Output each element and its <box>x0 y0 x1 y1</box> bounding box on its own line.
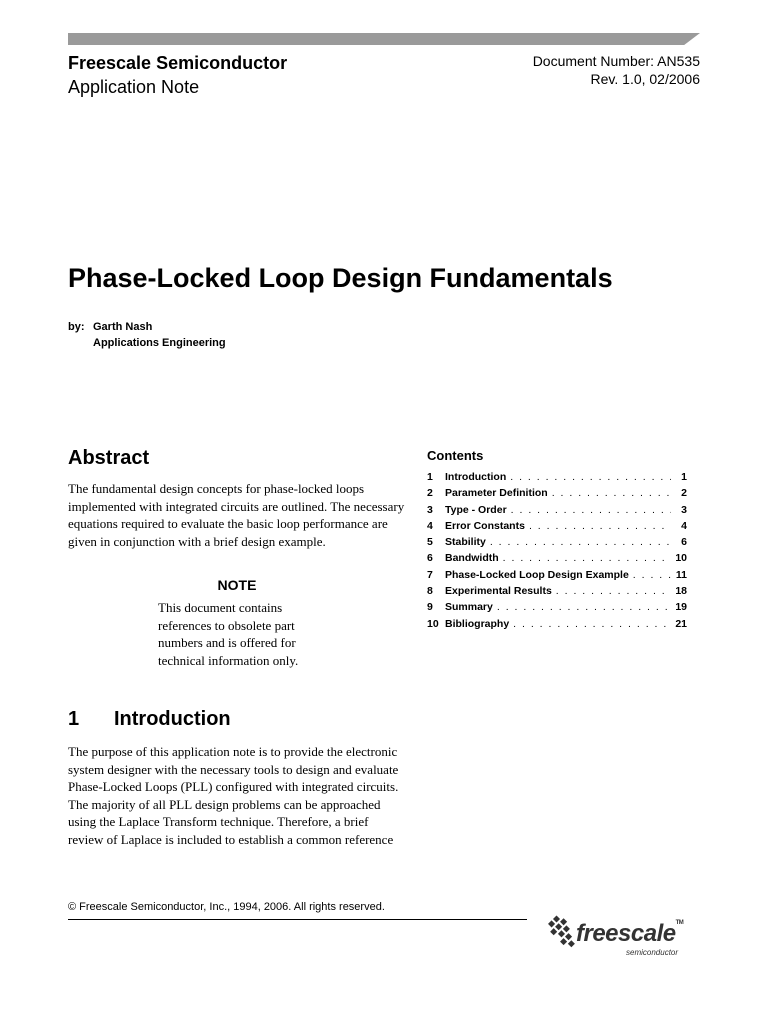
toc-item-title: Phase-Locked Loop Design Example <box>445 568 629 581</box>
freescale-tagline: semiconductor <box>626 948 679 957</box>
abstract-heading: Abstract <box>68 447 150 469</box>
company-name: Freescale Semiconductor <box>68 53 288 73</box>
toc-item-number: 7 <box>427 568 433 581</box>
intro-title: Introduction <box>114 708 231 730</box>
toc-item-title: Summary <box>445 601 493 614</box>
toc-item-number: 2 <box>427 487 433 500</box>
toc-item-page: 11 <box>675 568 687 581</box>
document-revision: Rev. 1.0, 02/2006 <box>590 71 700 87</box>
toc-leader <box>556 583 671 599</box>
toc-item-title: Error Constants <box>445 519 525 532</box>
toc-leader <box>511 502 671 518</box>
note-heading: NOTE <box>217 577 257 593</box>
document-type: Application Note <box>68 77 200 97</box>
toc-item-title: Stability <box>445 536 486 549</box>
document-number: Document Number: AN535 <box>532 53 700 69</box>
toc-item[interactable] <box>427 567 687 583</box>
author-name: Garth Nash <box>93 321 153 333</box>
toc-item[interactable] <box>427 518 687 534</box>
toc-item-page: 21 <box>675 617 687 630</box>
toc-item-number: 8 <box>427 585 433 598</box>
toc-item-page: 19 <box>675 601 687 614</box>
toc-leader <box>510 469 671 485</box>
toc-item[interactable] <box>427 502 687 518</box>
note-text: This document contains references to obsolete part numbers and is offered for technical information only. <box>158 600 299 668</box>
toc-leader <box>490 534 671 550</box>
header-rule <box>68 33 700 45</box>
toc-item-number: 1 <box>427 471 433 483</box>
toc-item[interactable] <box>427 616 687 632</box>
table-of-contents <box>427 469 687 632</box>
toc-item-page: 4 <box>681 519 687 532</box>
page-title: Phase-Locked Loop Design Fundamentals <box>68 263 613 293</box>
intro-section-number: 1 <box>68 708 80 730</box>
toc-item[interactable] <box>427 534 687 550</box>
toc-item-page: 6 <box>681 536 687 549</box>
toc-item-number: 6 <box>427 552 433 565</box>
toc-leader <box>552 485 671 501</box>
toc-item-number: 3 <box>427 503 433 516</box>
contents-heading: Contents <box>427 448 484 463</box>
byline-label: by: <box>68 321 85 333</box>
footer-rule <box>68 919 527 920</box>
toc-item-title: Bibliography <box>445 617 510 630</box>
toc-leader <box>503 550 671 566</box>
toc-item-number: 9 <box>427 601 433 614</box>
toc-item-number: 4 <box>427 519 433 532</box>
toc-item-page: 2 <box>681 487 687 500</box>
toc-item[interactable] <box>427 469 687 485</box>
freescale-logo <box>540 906 705 964</box>
intro-text: The purpose of this application note is to provide the electronic system designer with the necessary tools to design and evaluate Phase-Locked Loops (PLL) configured with integrated circuits. The majority of all PLL design problems can be approached using the Laplace Transform technique. Therefore, a brief review of Laplace is included to establish a common reference <box>68 744 399 847</box>
toc-item-number: 5 <box>427 536 433 549</box>
toc-leader <box>529 518 671 534</box>
freescale-wordmark: freescale™ <box>576 920 684 947</box>
toc-item[interactable] <box>427 583 687 599</box>
toc-leader <box>513 616 671 632</box>
toc-item-title: Experimental Results <box>445 585 552 598</box>
toc-leader <box>497 599 671 615</box>
toc-item[interactable] <box>427 550 687 566</box>
toc-item-page: 10 <box>675 552 687 565</box>
byline <box>68 319 226 351</box>
toc-item-page: 18 <box>675 585 687 598</box>
toc-item-title: Type - Order <box>445 503 507 516</box>
toc-item-title: Parameter Definition <box>445 487 548 500</box>
copyright-notice: © Freescale Semiconductor, Inc., 1994, 2006. All rights reserved. <box>68 901 385 913</box>
toc-leader <box>633 567 671 583</box>
toc-item-title: Bandwidth <box>445 552 499 565</box>
toc-item[interactable] <box>427 599 687 615</box>
intro-heading <box>68 708 231 731</box>
toc-item-page: 1 <box>681 471 687 483</box>
toc-item-number: 10 <box>427 617 439 630</box>
author-department: Applications Engineering <box>93 337 226 349</box>
abstract-text: The fundamental design concepts for phase-locked loops implemented with integrated circuits are outlined. The necessary equations required to evaluate the basic loop performance are given in conjunction with a brief design example. <box>68 481 405 549</box>
toc-item-page: 3 <box>681 503 687 516</box>
toc-item-title: Introduction <box>445 471 507 483</box>
toc-item[interactable] <box>427 485 687 501</box>
